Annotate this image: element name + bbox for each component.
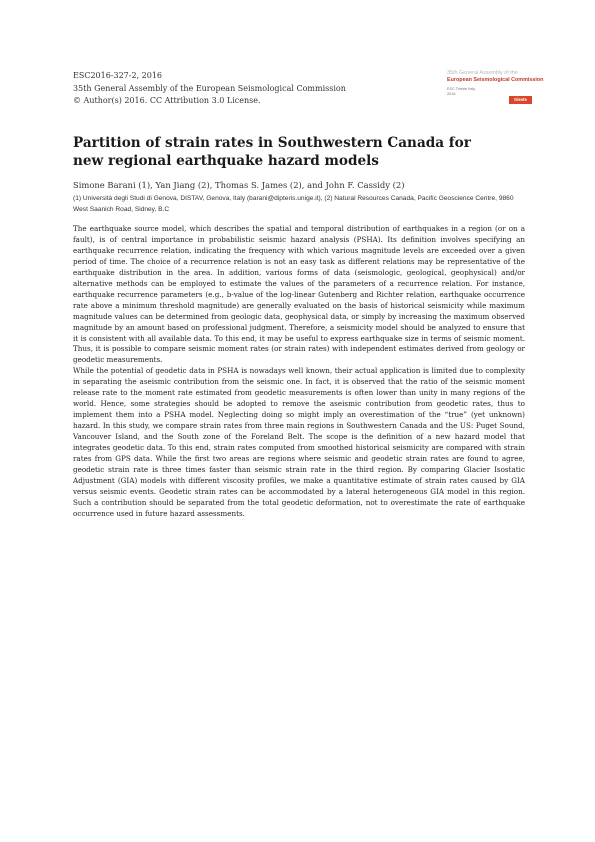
header-citation (73, 70, 346, 108)
logo-sub2: 2016 (447, 91, 456, 96)
affiliations: (1) Università degli Studi di Genova, DISTAV, Genova, Italy (barani@dipteris.unige.it), (2) Natural Resources Canada, Pacific Geoscience Centre, 9860 West Saanich Road, Sidney, B.C (73, 195, 514, 213)
header-line-license: © Author(s) 2016. CC Attribution 3.0 License. (73, 96, 261, 105)
header-line-id: ESC2016-327-2, 2016 (73, 71, 163, 80)
author-list: Simone Barani (1), Yan Jiang (2), Thomas S. James (2), and John F. Cassidy (2) (73, 180, 405, 190)
logo-line1: 35th General Assembly of the (447, 70, 518, 76)
paper-title: Partition of strain rates in Southwestern Canada for new regional earthquake hazard models (73, 135, 471, 169)
logo-badge: trieste (509, 96, 532, 104)
conference-logo (447, 70, 544, 112)
header-line-conference: 35th General Assembly of the European Seismological Commission (73, 83, 346, 93)
abstract-body (73, 224, 525, 520)
abstract-paragraph-2: While the potential of geodetic data in PSHA is nowadays well known, their actual application is limited due to complexity in separating the aseismic contribution from the seismic one. In fact, it is observed that the ratio of the seismic moment release rate to the moment rate estimated from geodetic measurements is often lower than unity in many regions of the world. Hence, some strategies should be adopted to remove the aseismic contribution from geodetic rates, thus to implement them into a PSHA model. Neglecting doing so might imply an overestimation of the “true” (yet unknown) hazard. In this study, we compare strain rates from three main regions in Southwestern Canada and the US: Puget Sound, Vancouver Island, and the South zone of the Foreland Belt. The scope is the definition of a new hazard model that integrates geodetic data. To this end, strain rates computed from smoothed historical seismicity are compared with strain rates from GPS data. While the first two areas are regions where seismic and geodetic strain rates are found to agree, geodetic strain rate is three times faster than seismic strain rate in the third region. By comparing Glacier Isostatic Adjustment (GIA) models with different viscosity profiles, we make a quantitative estimate of strain rates caused by GIA versus seismic events. Geodetic strain rates can be accommodated by a lateral heterogeneous GIA model in this region. Such a contribution should be separated from the total geodetic deformation, not to overestimate the rate of earthquake occurrence used in future hazard assessments. (73, 366, 525, 518)
abstract-paragraph-1: The earthquake source model, which describes the spatial and temporal distribution of earthquakes in a region (or on a fault), is of central importance in probabilistic seismic hazard analysis (PSHA). Its definition involves specifying an earthquake recurrence relation, indicating the frequency with which various magnitude levels are exceeded over a given period of time. The choice of a recurrence relation is not an easy task as different relations may be representative of the earthquake distribution in the area. In addition, various forms of data (seismologic, geological, geophysical) and/or alternative methods can be employed to estimate the values of the parameters of a recurrence relation. For instance, earthquake recurrence parameters (e.g., b-value of the log-linear Gutenberg and Richter relation, earthquake occurrence rate above a minimum threshold magnitude) are generally evaluated on the basis of historical seismicity while maximum magnitude values can be determined from geologic data, geophysical data, or simply by increasing the maximum observed magnitude by an amount based on professional judgment. Therefore, a seismicity model should be analyzed to ensure that it is consistent with all available data. To this end, it may be useful to express earthquake size in terms of seismic moment. Thus, it is possible to compare seismic moment rates (or strain rates) with independent estimates derived from geology or geodetic measurements. (73, 224, 525, 365)
logo-line2: European Seismological Commission (447, 77, 544, 83)
logo-sub1: ESC Trieste Italy (447, 87, 476, 91)
logo-sub (447, 87, 475, 97)
